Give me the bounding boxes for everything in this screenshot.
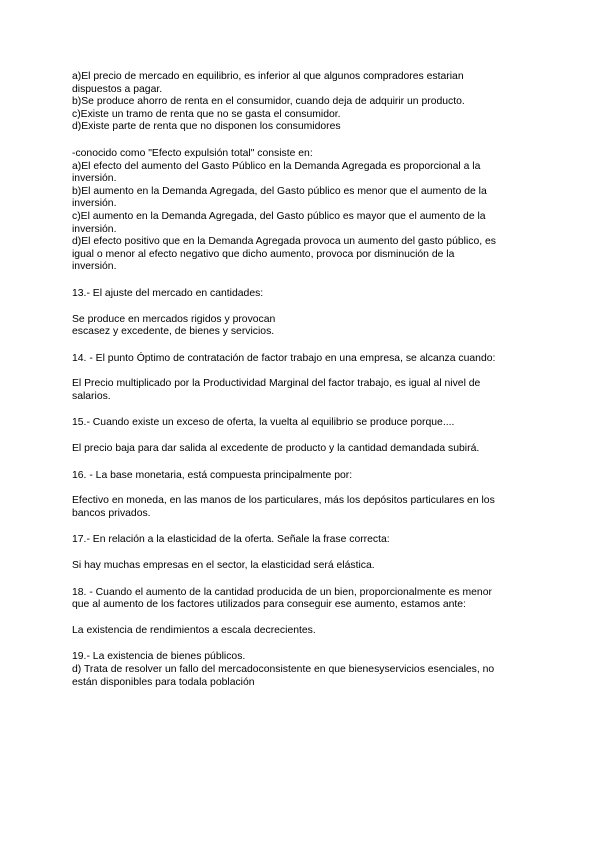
spacer: [72, 547, 532, 560]
spacer: [72, 482, 532, 495]
spacer: [72, 573, 532, 587]
spacer: [72, 301, 532, 314]
spacer: [72, 430, 532, 443]
crowding-out-option-b-1: b)El aumento en la Demanda Agregada, del Gasto público es menor que el aumento de la: [72, 185, 487, 197]
spacer: [72, 339, 532, 353]
document-page: [72, 71, 532, 689]
answer-13-line-1: Se produce en mercados rigidos y provocan: [72, 313, 276, 325]
spacer: [72, 403, 532, 417]
question-18-line-2: que al aumento de los factores utilizados para conseguir ese aumento, estamos ante:: [72, 599, 466, 611]
answer-18: La existencia de rendimientos a escala decrecientes.: [72, 624, 316, 636]
crowding-out-question: -conocido como "Efecto expulsión total" consiste en:: [72, 147, 313, 159]
crowding-out-option-b-2: inversión.: [72, 198, 117, 210]
options-block-a: [72, 71, 532, 134]
answer-14-line-1: El Precio multiplicado por la Productividad Marginal del factor trabajo, es igual al nivel de: [72, 378, 481, 390]
option-d: d)Existe parte de renta que no disponen los consumidores: [72, 121, 341, 133]
spacer: [72, 520, 532, 534]
crowding-out-option-a-1: a)El efecto del aumento del Gasto Público en la Demanda Agregada es proporcional a la: [72, 160, 481, 172]
spacer: [72, 134, 532, 148]
spacer: [72, 274, 532, 288]
answer-14-line-2: salarios.: [72, 390, 111, 402]
question-15: 15.- Cuando existe un exceso de oferta, la vuelta al equilibrio se produce porque....: [72, 417, 455, 429]
answer-16-line-1: Efectivo en moneda, en las manos de los particulares, más los depósitos particulares en los: [72, 495, 495, 507]
option-c: c)Existe un tramo de renta que no se gasta el consumidor.: [72, 108, 341, 120]
crowding-out-option-d-1: d)El efecto positivo que en la Demanda Agregada provoca un aumento del gasto público, es: [72, 236, 496, 248]
spacer: [72, 365, 532, 378]
crowding-out-option-a-2: inversión.: [72, 173, 117, 185]
question-13: 13.- El ajuste del mercado en cantidades:: [72, 287, 264, 299]
question-18-line-1: 18. - Cuando el aumento de la cantidad producida de un bien, proporcionalmente es menor: [72, 586, 492, 598]
answer-16-line-2: bancos privados.: [72, 507, 151, 519]
question-16: 16. - La base monetaria, está compuesta principalmente por:: [72, 469, 353, 481]
crowding-out-question-block: [72, 148, 532, 274]
option-a-line-1: a)El precio de mercado en equilibrio, es inferior al que algunos compradores estarian: [72, 71, 464, 82]
crowding-out-option-c-1: c)El aumento en la Demanda Agregada, del Gasto público es mayor que el aumento de la: [72, 210, 486, 222]
answer-19-line-2: están disponibles para todala población: [72, 676, 255, 688]
question-17: 17.- En relación a la elasticidad de la oferta. Señale la frase correcta:: [72, 534, 390, 546]
spacer: [72, 456, 532, 470]
answer-15: El precio baja para dar salida al excedente de producto y la cantidad demandada subirá.: [72, 443, 480, 455]
spacer: [72, 637, 532, 651]
spacer: [72, 612, 532, 625]
crowding-out-option-d-2: igual o menor al efecto negativo que dicho aumento, provoca por disminución de la: [72, 248, 455, 260]
answer-17: Si hay muchas empresas en el sector, la elasticidad será elástica.: [72, 560, 375, 572]
option-a-line-2: dispuestos a pagar.: [72, 83, 163, 95]
crowding-out-option-c-2: inversión.: [72, 223, 117, 235]
answer-13-line-2: escasez y excedente, de bienes y servicios.: [72, 326, 275, 338]
question-14: 14. - El punto Óptimo de contratación de factor trabajo en una empresa, se alcanza cuando:: [72, 352, 496, 364]
crowding-out-option-d-3: inversión.: [72, 261, 117, 273]
option-b: b)Se produce ahorro de renta en el consumidor, cuando deja de adquirir un producto.: [72, 96, 465, 108]
answer-19-line-1: d) Trata de resolver un fallo del mercadoconsistente en que bienesyservicios esenciales, no: [72, 664, 495, 675]
question-19: 19.- La existencia de bienes públicos.: [72, 651, 246, 663]
